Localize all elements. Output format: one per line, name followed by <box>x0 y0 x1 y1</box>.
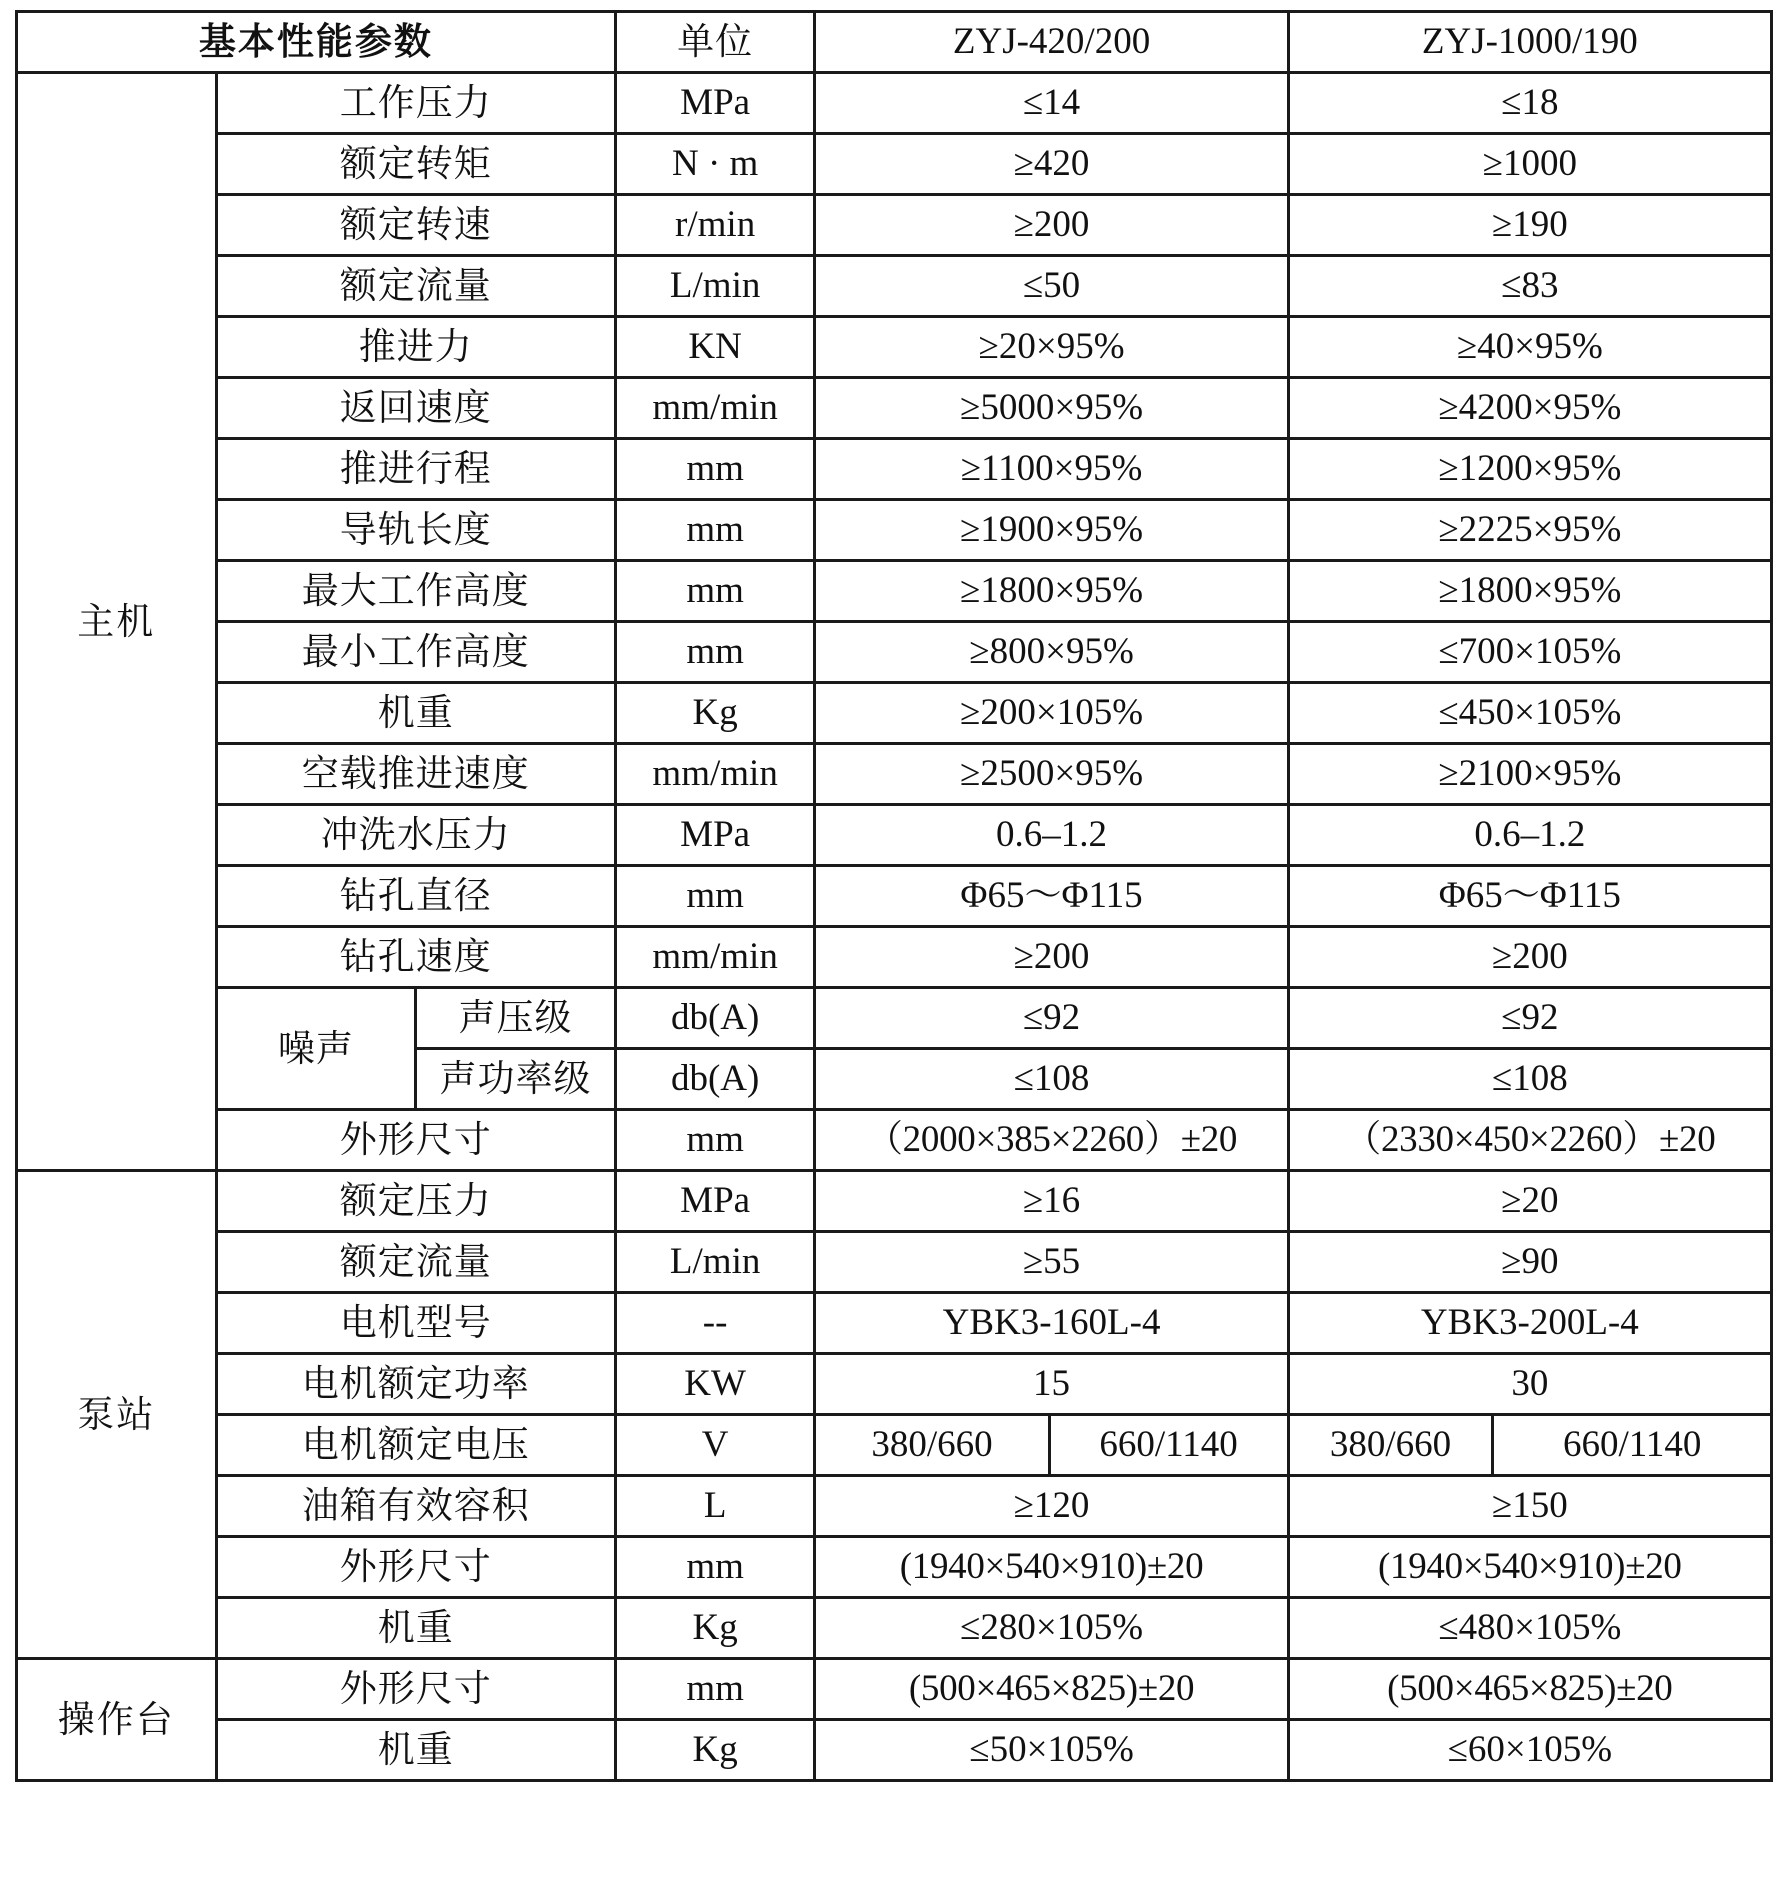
header-title: 基本性能参数 <box>17 12 616 73</box>
value-a-cell: ≥800×95% <box>815 622 1288 683</box>
table-row <box>17 195 1772 256</box>
unit-cell: mm <box>615 1110 815 1171</box>
param-cell: 外形尺寸 <box>216 1537 615 1598</box>
unit-cell: mm <box>615 1659 815 1720</box>
value-b-cell: ≥90 <box>1288 1232 1771 1293</box>
header-unit: 单位 <box>615 12 815 73</box>
param-cell: 电机额定功率 <box>216 1354 615 1415</box>
unit-cell: KW <box>615 1354 815 1415</box>
table-row <box>17 500 1772 561</box>
unit-cell: Kg <box>615 1598 815 1659</box>
value-a-cell: ≥1800×95% <box>815 561 1288 622</box>
table-row <box>17 1110 1772 1171</box>
header-model-b: ZYJ-1000/190 <box>1288 12 1771 73</box>
value-a-cell: ≥2500×95% <box>815 744 1288 805</box>
value-a-cell: ≥1900×95% <box>815 500 1288 561</box>
unit-cell: Kg <box>615 1720 815 1781</box>
noise-group-label: 噪声 <box>216 988 416 1110</box>
unit-cell: mm <box>615 622 815 683</box>
value-b-cell: ≥190 <box>1288 195 1771 256</box>
table-row <box>17 1232 1772 1293</box>
group-label-pump: 泵站 <box>17 1171 217 1659</box>
table-row <box>17 927 1772 988</box>
group-label-main: 主机 <box>17 73 217 1171</box>
param-cell: 额定转矩 <box>216 134 615 195</box>
param-cell: 外形尺寸 <box>216 1659 615 1720</box>
param-cell: 返回速度 <box>216 378 615 439</box>
value-a-cell: (1940×540×910)±20 <box>815 1537 1288 1598</box>
unit-cell: Kg <box>615 683 815 744</box>
value-b-cell: ≥20 <box>1288 1171 1771 1232</box>
unit-cell: db(A) <box>615 1049 815 1110</box>
param-cell: 电机型号 <box>216 1293 615 1354</box>
value-a-cell: ≥200 <box>815 195 1288 256</box>
value-b-cell: ≥1800×95% <box>1288 561 1771 622</box>
param-cell: 电机额定电压 <box>216 1415 615 1476</box>
unit-cell: KN <box>615 317 815 378</box>
param-cell: 钻孔速度 <box>216 927 615 988</box>
table-row <box>17 1354 1772 1415</box>
value-a-cell: ≤92 <box>815 988 1288 1049</box>
value-b-cell: ≤108 <box>1288 1049 1771 1110</box>
value-a-cell: 15 <box>815 1354 1288 1415</box>
param-cell: 推进力 <box>216 317 615 378</box>
value-a-cell: ≥1100×95% <box>815 439 1288 500</box>
table-row <box>17 1476 1772 1537</box>
unit-cell: mm <box>615 439 815 500</box>
param-cell: 最大工作高度 <box>216 561 615 622</box>
value-b-cell: ≤450×105% <box>1288 683 1771 744</box>
value-a-cell: ≥200 <box>815 927 1288 988</box>
value-b-cell: ≤480×105% <box>1288 1598 1771 1659</box>
value-a-cell: ≥20×95% <box>815 317 1288 378</box>
param-cell: 油箱有效容积 <box>216 1476 615 1537</box>
value-a-cell: ≥55 <box>815 1232 1288 1293</box>
value-a-cell: ≤14 <box>815 73 1288 134</box>
value-b-cell: ≤700×105% <box>1288 622 1771 683</box>
value-a-cell: ≤108 <box>815 1049 1288 1110</box>
value-b2-cell: 660/1140 <box>1493 1415 1772 1476</box>
unit-cell: r/min <box>615 195 815 256</box>
param-cell: 导轨长度 <box>216 500 615 561</box>
param-cell: 声压级 <box>416 988 616 1049</box>
value-b-cell: ≥4200×95% <box>1288 378 1771 439</box>
unit-cell: mm <box>615 866 815 927</box>
table-row <box>17 1537 1772 1598</box>
table-row <box>17 744 1772 805</box>
value-a-cell: ≤50 <box>815 256 1288 317</box>
value-a-cell: ≤50×105% <box>815 1720 1288 1781</box>
table-row <box>17 683 1772 744</box>
param-cell: 机重 <box>216 1720 615 1781</box>
table-row <box>17 134 1772 195</box>
value-a-cell: Φ65～Φ115 <box>815 866 1288 927</box>
param-cell: 额定转速 <box>216 195 615 256</box>
value-b1-cell: 380/660 <box>1288 1415 1493 1476</box>
param-cell: 外形尺寸 <box>216 1110 615 1171</box>
value-a-cell: ≤280×105% <box>815 1598 1288 1659</box>
unit-cell: mm/min <box>615 744 815 805</box>
table-row <box>17 317 1772 378</box>
value-b-cell: ≥40×95% <box>1288 317 1771 378</box>
table-row <box>17 378 1772 439</box>
value-b-cell: 30 <box>1288 1354 1771 1415</box>
value-b-cell: ≤92 <box>1288 988 1771 1049</box>
value-a2-cell: 660/1140 <box>1049 1415 1288 1476</box>
value-b-cell: Φ65～Φ115 <box>1288 866 1771 927</box>
value-b-cell: ≥150 <box>1288 1476 1771 1537</box>
table-row <box>17 1171 1772 1232</box>
table-row <box>17 988 1772 1049</box>
value-b-cell: 0.6–1.2 <box>1288 805 1771 866</box>
value-b-cell: (500×465×825)±20 <box>1288 1659 1771 1720</box>
table-row <box>17 561 1772 622</box>
value-b-cell: ≥200 <box>1288 927 1771 988</box>
value-b-cell: ≤18 <box>1288 73 1771 134</box>
header-row <box>17 12 1772 73</box>
param-cell: 机重 <box>216 1598 615 1659</box>
unit-cell: mm <box>615 500 815 561</box>
param-cell: 冲洗水压力 <box>216 805 615 866</box>
value-a-cell: (500×465×825)±20 <box>815 1659 1288 1720</box>
table-row <box>17 73 1772 134</box>
unit-cell: mm <box>615 1537 815 1598</box>
value-b-cell: ≤83 <box>1288 256 1771 317</box>
unit-cell: -- <box>615 1293 815 1354</box>
value-b-cell: ≥1200×95% <box>1288 439 1771 500</box>
param-cell: 空载推进速度 <box>216 744 615 805</box>
param-cell: 最小工作高度 <box>216 622 615 683</box>
unit-cell: MPa <box>615 1171 815 1232</box>
table-row <box>17 439 1772 500</box>
header-model-a: ZYJ-420/200 <box>815 12 1288 73</box>
param-cell: 额定流量 <box>216 1232 615 1293</box>
unit-cell: mm <box>615 561 815 622</box>
param-cell: 机重 <box>216 683 615 744</box>
unit-cell: db(A) <box>615 988 815 1049</box>
param-cell: 工作压力 <box>216 73 615 134</box>
value-a-cell: ≥200×105% <box>815 683 1288 744</box>
table-row <box>17 1415 1772 1476</box>
value-b-cell: ≤60×105% <box>1288 1720 1771 1781</box>
table-row <box>17 805 1772 866</box>
value-a-cell: 0.6–1.2 <box>815 805 1288 866</box>
value-a-cell: ≥420 <box>815 134 1288 195</box>
unit-cell: L <box>615 1476 815 1537</box>
value-b-cell: ≥2100×95% <box>1288 744 1771 805</box>
table-row <box>17 866 1772 927</box>
value-a1-cell: 380/660 <box>815 1415 1049 1476</box>
param-cell: 声功率级 <box>416 1049 616 1110</box>
unit-cell: L/min <box>615 1232 815 1293</box>
value-b-cell: ≥2225×95% <box>1288 500 1771 561</box>
table-row <box>17 1720 1772 1781</box>
unit-cell: mm/min <box>615 378 815 439</box>
unit-cell: L/min <box>615 256 815 317</box>
param-cell: 推进行程 <box>216 439 615 500</box>
value-b-cell: （2330×450×2260）±20 <box>1288 1110 1771 1171</box>
value-a-cell: YBK3-160L-4 <box>815 1293 1288 1354</box>
unit-cell: MPa <box>615 805 815 866</box>
group-label-console: 操作台 <box>17 1659 217 1781</box>
value-a-cell: ≥120 <box>815 1476 1288 1537</box>
table-row <box>17 1659 1772 1720</box>
param-cell: 额定压力 <box>216 1171 615 1232</box>
performance-parameter-table <box>15 10 1773 1782</box>
value-a-cell: ≥5000×95% <box>815 378 1288 439</box>
unit-cell: mm/min <box>615 927 815 988</box>
value-a-cell: ≥16 <box>815 1171 1288 1232</box>
table-row <box>17 1293 1772 1354</box>
table-row <box>17 1598 1772 1659</box>
unit-cell: N · m <box>615 134 815 195</box>
value-b-cell: ≥1000 <box>1288 134 1771 195</box>
spec-sheet <box>15 10 1773 1782</box>
value-b-cell: YBK3-200L-4 <box>1288 1293 1771 1354</box>
table-row <box>17 256 1772 317</box>
param-cell: 钻孔直径 <box>216 866 615 927</box>
unit-cell: V <box>615 1415 815 1476</box>
value-a-cell: （2000×385×2260）±20 <box>815 1110 1288 1171</box>
param-cell: 额定流量 <box>216 256 615 317</box>
value-b-cell: (1940×540×910)±20 <box>1288 1537 1771 1598</box>
table-row <box>17 622 1772 683</box>
unit-cell: MPa <box>615 73 815 134</box>
